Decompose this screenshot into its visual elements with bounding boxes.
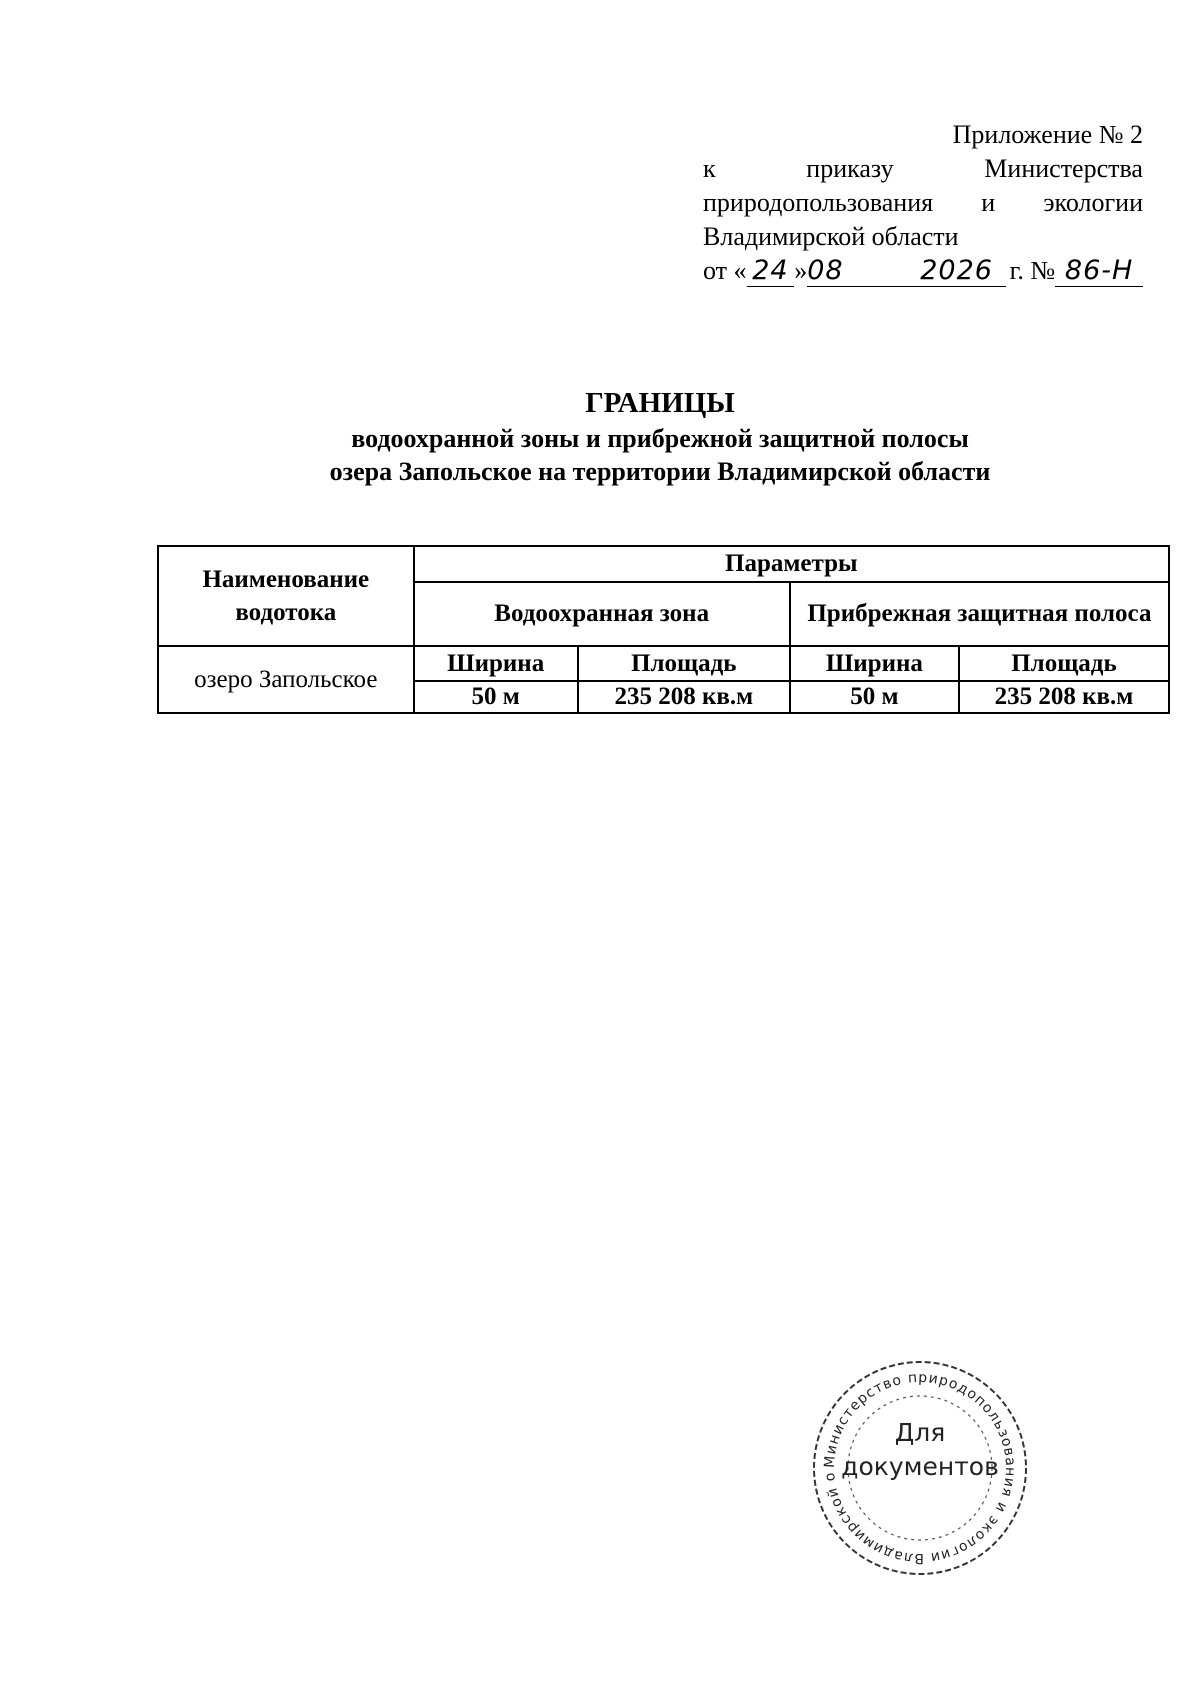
appendix-header [703, 118, 1143, 288]
title-line-1: водоохранной зоны и прибрежной защитной полосы [351, 424, 969, 453]
stamp-ring-text: Министерство природопользования и экологии Владимирской о [821, 1369, 1019, 1567]
order-number: 86-Н [1055, 256, 1143, 287]
document-title [150, 384, 1170, 488]
header-coastal-strip: Прибрежная защитная полоса [790, 582, 1169, 646]
parameters-table [157, 545, 1170, 714]
order-month-year: 08 2026 [807, 256, 1005, 287]
header-strip-width: Ширина [790, 646, 959, 681]
cell-zone-width: 50 м [414, 681, 578, 713]
stamp-center-line-2: документов [841, 1452, 999, 1481]
appendix-title: Приложение № 2 [952, 120, 1143, 149]
header-zone-area: Площадь [578, 646, 790, 681]
title-line-2: озера Запольское на территории Владимирской области [329, 457, 991, 486]
appendix-line-3: Владимирской области [703, 222, 959, 251]
cell-strip-width: 50 м [790, 681, 959, 713]
appendix-line-1: к приказу Министерства [703, 154, 1143, 183]
cell-watercourse-name: озеро Запольское [158, 646, 414, 713]
cell-strip-area: 235 208 кв.м [959, 681, 1169, 713]
cell-zone-area: 235 208 кв.м [578, 681, 790, 713]
header-parameters: Параметры [414, 546, 1169, 582]
order-day: 24 [747, 256, 795, 287]
header-water-protection-zone: Водоохранная зона [414, 582, 790, 646]
appendix-line-2: природопользования и экологии [703, 188, 1143, 217]
round-stamp [810, 1358, 1030, 1578]
title-main: ГРАНИЦЫ [585, 387, 735, 419]
header-zone-width: Ширина [414, 646, 578, 681]
header-watercourse-name: Наименование водотока [158, 546, 414, 646]
stamp-center-line-1: Для [894, 1418, 946, 1447]
order-date-line: от « 24 » 08 2026 г. № 86-Н [703, 254, 1143, 288]
header-strip-area: Площадь [959, 646, 1169, 681]
